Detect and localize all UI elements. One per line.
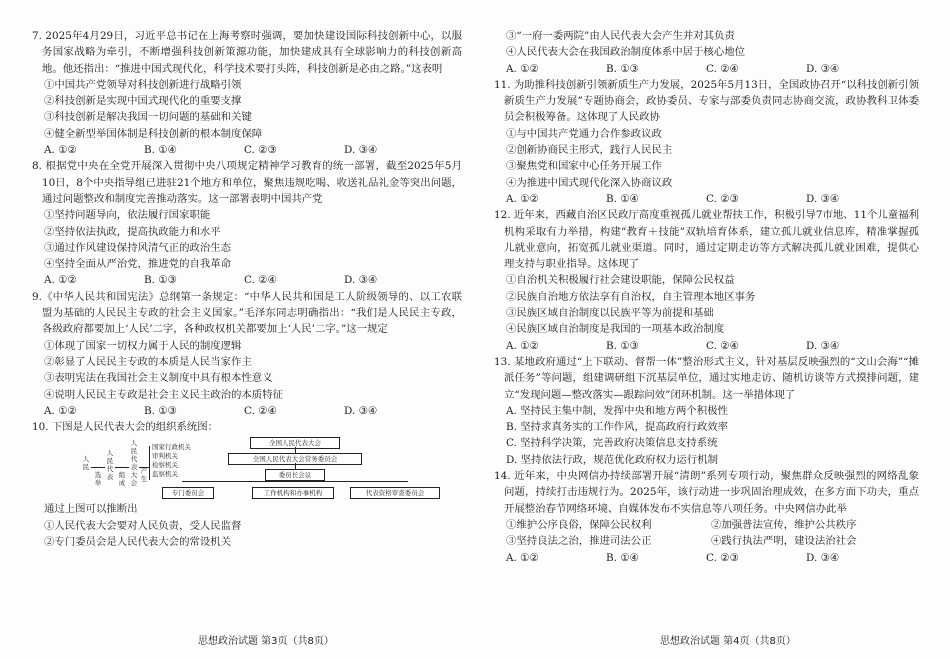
choice-d: D. ③④ — [806, 551, 840, 564]
answer-choices — [494, 61, 919, 77]
statement-option: ③民族区域自治制度以民族平等为前提和基础 — [506, 307, 714, 320]
statement-option: ③“一府一委两院”由人民代表大会产生并对其负责 — [506, 30, 735, 42]
diagram-box-special-committee: 专门委员会 — [162, 487, 214, 499]
statement-option: ③科技创新是解决我国一切问题的基础和关键 — [44, 111, 252, 124]
answer-choices — [32, 142, 462, 158]
choice-d: D. ③④ — [806, 192, 840, 205]
diagram-produce-label: 产生 — [140, 467, 148, 484]
diagram-box-standing-committee: 全国人民代表大会常务委员会 — [228, 453, 362, 465]
question-stem: 7. 2025年4月29日，习近平总书记在上海考察时强调，要加快建设国际科技创新中心，以服务国家战略为牵引，不断增强科技创新策源功能，加快建成具有全球影响力的科技创新高地。他还指出：“推进中国式现代化，科学技术要打头阵，科技创新是必由之路。”这表明 — [32, 30, 462, 75]
choice-b: B. ①④ — [606, 551, 639, 564]
statement-option: ①与中国共产党通力合作参政议政 — [506, 127, 662, 140]
statement-option: ④为推进中国式现代化深入协商议政 — [506, 176, 673, 189]
choice-d: D. ③④ — [806, 339, 840, 352]
question-stem: 11. 为助推科技创新引领新质生产力发展，2025年5月13日，全国政协召开“以科技创新引领新质生产力发展”专题协商会，政协委员、专家与部委负责同志协商交流，政协教科卫体委员会积极筹备。这体现了人民政协 — [494, 78, 919, 124]
question-7 — [32, 28, 462, 158]
question-10-continued — [494, 28, 919, 77]
organ-item: 国家行政机关 — [152, 443, 191, 452]
diagram-box-npc: 全国人民代表大会 — [250, 437, 340, 449]
organ-item: 审判机关 — [152, 452, 178, 461]
diagram-deputy: 人民代表 — [106, 449, 114, 482]
statement-option: ①自治机关积极履行社会建设职能，保障公民权益 — [506, 274, 735, 287]
statement-option: ②创新协商民主形式，践行人民民主 — [506, 144, 673, 157]
statement-option: ④坚持全面从严治党，推进党的自我革命 — [44, 258, 232, 271]
choice-d: D. ③④ — [344, 274, 378, 287]
question-13 — [494, 354, 919, 468]
choice-b: B. ①④ — [144, 144, 177, 157]
question-stem: 9.《中华人民共和国宪法》总纲第一条规定：“中华人民共和国是工人阶级领导的、以工农联盟为基础的人民民主专政的社会主义国家。”毛泽东同志明确指出：“我们是人民民主专政，各级政府都要加上‘人民’二字，各种政权机关都要加上‘人民’二字。”这一规定 — [32, 290, 462, 336]
choice-a: A. ①② — [506, 62, 539, 75]
page-footer-right: 思想政治试题 第4页（共8页） — [660, 636, 796, 647]
answer-choices — [494, 338, 919, 354]
choice-b: B. ①③ — [144, 404, 177, 417]
answer-option: A. 坚持民主集中制，发挥中央和地方两个积极性 — [506, 404, 728, 417]
statement-row — [494, 517, 919, 533]
right-column — [494, 28, 919, 566]
choice-c: C. ②③ — [706, 551, 739, 564]
question-stem: 13. 某地政府通过“上下联动、督帮一体”整治形式主义，针对基层反映强烈的“文山会海”“摊派任务”等问题，组建调研组下沉基层单位，通过实地走访、随机访谈等方式摸排问题，建立“发现问题—整改落实—跟踪问效”闭环机制。这一举措体现了 — [494, 355, 919, 401]
diagram-compose-label: 组成 — [118, 471, 126, 488]
choice-c: C. ②④ — [244, 404, 277, 417]
choice-c: C. ②③ — [244, 144, 277, 157]
choice-a: A. ①② — [44, 404, 77, 417]
answer-choices — [32, 272, 462, 288]
statement-option: ③通过作风建设保持风清气正的政治生态 — [44, 241, 232, 254]
choice-b: B. ①③ — [144, 274, 177, 287]
statement-option: ②民族自治地方依法享有自治权，自主管理本地区事务 — [506, 290, 756, 303]
question-stem: 8. 根据党中央在全党开展深入贯彻中央八项规定精神学习教育的统一部署，截至2025年5月10日，8个中央指导组已进驻21个地方和单位，聚焦违规吃喝、收送礼品礼金等突出问题，通过问题整改和制度完善推动落实。这一部署表明中国共产党 — [32, 160, 462, 205]
question-12 — [494, 207, 919, 354]
statement-option: ③聚焦党和国家中心任务开展工作 — [506, 160, 662, 173]
statement-option: ④人民代表大会在我国政治制度体系中居于核心地位 — [506, 46, 745, 59]
statement-option: ②坚持依法执政，提高执政能力和水平 — [44, 225, 221, 238]
statement-option: ③坚持良法之治，推进司法公正 — [506, 535, 652, 548]
statement-option: ④说明人民民主专政是社会主义民主政治的本质特征 — [44, 388, 283, 401]
left-column — [32, 28, 462, 550]
diagram-box-working-bodies: 工作机构和办事机构 — [252, 487, 334, 499]
choice-a: A. ①② — [44, 274, 77, 287]
question-9 — [32, 289, 462, 419]
question-14 — [494, 468, 919, 566]
statement-option: ②加强普法宣传，维护公共秩序 — [711, 518, 857, 531]
choice-d: D. ③④ — [806, 62, 840, 75]
question-lead: 通过上图可以推断出 — [44, 503, 138, 516]
question-stem: 10. 下图是人民代表大会的组织系统图： — [32, 421, 219, 434]
choice-d: D. ③④ — [344, 404, 378, 417]
choice-c: C. ②④ — [244, 274, 277, 287]
statement-option: ③表明宪法在我国社会主义制度中具有根本性意义 — [44, 372, 273, 385]
diagram-elect-label: 选举 — [94, 471, 102, 488]
answer-choices — [32, 403, 462, 419]
organ-item: 监察机关 — [152, 470, 178, 479]
question-10 — [32, 419, 462, 550]
statement-option: ④民族区域自治制度是我国的一项基本政治制度 — [506, 323, 725, 336]
choice-a: A. ①② — [506, 192, 539, 205]
statement-option: ②彰显了人民民主专政的本质是人民当家作主 — [44, 355, 252, 368]
choice-c: C. ②③ — [706, 192, 739, 205]
choice-b: B. ①③ — [606, 339, 639, 352]
statement-option: ④健全新型举国体制是科技创新的根本制度保障 — [44, 127, 263, 140]
statement-option: ①维护公序良俗，保障公民权利 — [506, 518, 652, 531]
answer-option: D. 坚持依法行政，规范优化政府权力运行机制 — [506, 453, 718, 466]
question-8 — [32, 158, 462, 288]
choice-a: A. ①② — [506, 339, 539, 352]
diagram-box-credentials-committee: 代表资格审查委员会 — [350, 487, 440, 499]
state-organs-list — [152, 443, 191, 479]
statement-option: ①人民代表大会要对人民负责，受人民监督 — [44, 519, 242, 532]
page-footer-left: 思想政治试题 第3页（共8页） — [198, 636, 334, 647]
question-stem: 12. 近年来，西藏自治区民政厅高度重视孤儿就业帮扶工作，积极引导7市地、11个儿童福利机构采取有力举措，构建“教育＋技能”双轨培育体系，建立孤儿就业信息库，精准掌握孤儿就业意向，拓宽孤儿就业渠道。同时，通过定期走访等方式解决孤儿就业困难，提供心理支持与职业指导。这体现了 — [494, 209, 919, 271]
npc-organization-diagram — [82, 437, 442, 499]
statement-option: ①体现了国家一切权力属于人民的制度逻辑 — [44, 339, 242, 352]
organ-item: 检察机关 — [152, 461, 178, 470]
diagram-people: 人民 — [82, 455, 90, 472]
choice-c: C. ②④ — [706, 62, 739, 75]
question-stem: 14. 近年来，中央网信办持续部署开展“清朗”系列专项行动，聚焦群众反映强烈的网络乱象问题，持续打击违规行为。2025年，该行动进一步巩固治理成效，在多方面下功夫，重点开展整治春节网络环境、自媒体发布不实信息等八项任务。中央网信办此举 — [494, 470, 919, 515]
arrow-line — [115, 467, 129, 468]
connector-line — [182, 481, 408, 482]
choice-c: C. ②④ — [706, 339, 739, 352]
diagram-congress: 人民代表大会 — [130, 439, 138, 488]
choice-a: A. ①② — [506, 551, 539, 564]
answer-choices — [494, 191, 919, 207]
statement-option: ①中国共产党领导对科技创新进行战略引领 — [44, 78, 242, 91]
answer-choices — [494, 550, 919, 566]
diagram-box-chairman-council: 委员长会议 — [265, 469, 325, 481]
answer-option: C. 坚持科学决策，完善政府决策信息支持系统 — [506, 437, 718, 450]
bracket-line — [149, 446, 150, 480]
question-11 — [494, 77, 919, 207]
statement-option: ②专门委员会是人民代表大会的常设机关 — [44, 536, 232, 549]
answer-option: B. 坚持求真务实的工作作风，提高政府行政效率 — [506, 421, 729, 434]
choice-b: B. ①④ — [606, 192, 639, 205]
statement-row — [494, 533, 919, 549]
choice-a: A. ①② — [44, 144, 77, 157]
statement-option: ②科技创新是实现中国式现代化的重要支撑 — [44, 95, 242, 108]
statement-option: ①坚持问题导向，依法履行国家职能 — [44, 209, 211, 222]
choice-d: D. ③④ — [344, 144, 378, 157]
statement-option: ④践行执法严明，建设法治社会 — [711, 535, 857, 548]
arrow-line — [91, 467, 105, 468]
choice-b: B. ①③ — [606, 62, 639, 75]
